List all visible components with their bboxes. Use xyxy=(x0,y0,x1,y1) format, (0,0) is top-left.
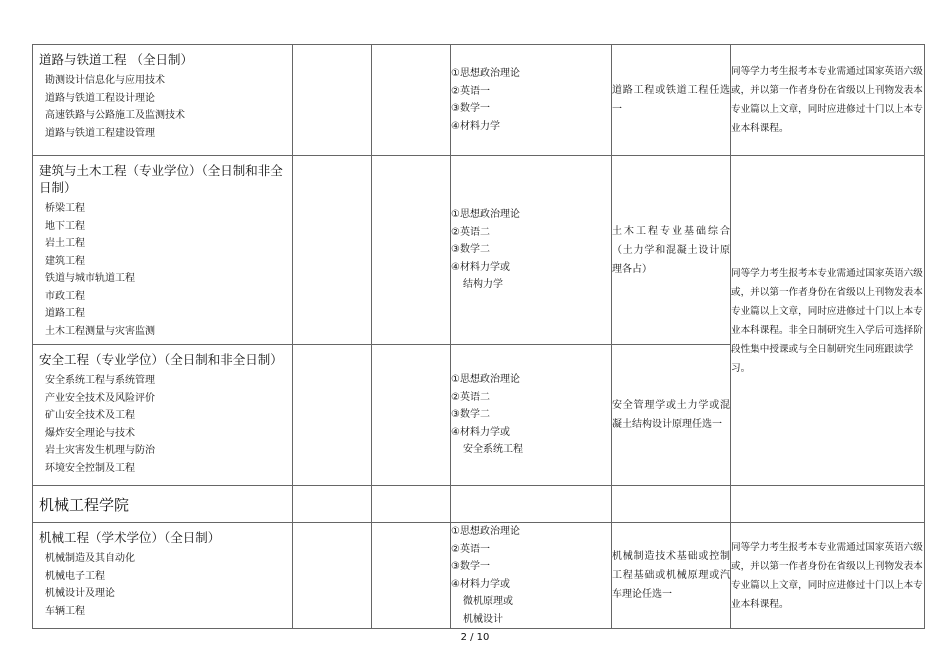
empty-cell xyxy=(293,523,372,629)
exam-subject: ③数学二 xyxy=(451,244,490,256)
resit-subject: 机械制造技术基础或控制工程基础或机械原理或汽车理论任选一 xyxy=(612,523,731,629)
research-direction: 环境安全控制及工程 xyxy=(45,462,135,474)
research-direction: 铁道与城市轨道工程 xyxy=(45,273,135,284)
exam-subject: 机械设计 xyxy=(463,613,503,625)
empty-cell xyxy=(293,345,372,486)
research-direction: 机械电子工程 xyxy=(45,570,105,582)
program-cell xyxy=(33,156,293,345)
research-direction: 道路工程 xyxy=(45,308,85,319)
empty-cell xyxy=(293,45,372,156)
school-heading: 机械工程学院 xyxy=(33,486,293,523)
empty-cell xyxy=(293,156,372,345)
program-title: 安全工程（专业学位）（全日制和非全日制） xyxy=(39,352,283,367)
research-direction: 土木工程测量与灾害监测 xyxy=(45,325,155,337)
research-direction: 机械设计及理论 xyxy=(45,588,115,599)
program-title: 道路与铁道工程 （全日制） xyxy=(39,52,193,67)
research-direction: 建筑工程 xyxy=(45,255,85,267)
resit-subject: 土木工程专业基础综合（土力学和混凝土设计原理各占） xyxy=(612,156,731,345)
exam-subject: ①思想政治理论 xyxy=(451,68,520,79)
exam-subject: ③数学一 xyxy=(451,103,490,114)
page-number: 2 / 10 xyxy=(460,632,490,643)
research-direction: 岩土灾害发生机理与防治 xyxy=(45,445,155,456)
empty-cell xyxy=(451,486,612,523)
research-direction: 桥梁工程 xyxy=(45,203,85,214)
admission-catalog-table xyxy=(32,44,925,629)
research-direction: 爆炸安全理论与技术 xyxy=(45,427,135,439)
empty-cell xyxy=(372,45,451,156)
remark: 同等学力考生报考本专业需通过国家英语六级或，并以第一作者身份在省级以上刊物发表本专业篇以上文章，同时应进修过十门以上本专业本科课程。非全日制研究生入学后可选择阶段性集中授课或与全日制研究生同班跟读学习。 xyxy=(731,156,925,486)
exam-subject: 微机原理或 xyxy=(463,596,513,607)
table-row xyxy=(33,523,925,629)
table-row xyxy=(33,486,925,523)
exam-subject: 安全系统工程 xyxy=(463,444,523,456)
program-title: 机械工程（学术学位）（全日制） xyxy=(39,530,221,545)
research-direction: 矿山安全技术及工程 xyxy=(45,410,135,421)
research-direction: 道路与铁道工程设计理论 xyxy=(45,92,155,104)
research-direction: 产业安全技术及风险评价 xyxy=(45,392,155,404)
empty-cell xyxy=(372,156,451,345)
empty-cell xyxy=(612,486,731,523)
exam-subjects-cell xyxy=(451,345,612,486)
research-direction: 道路与铁道工程建设管理 xyxy=(45,127,155,139)
exam-subject: ④材料力学或 xyxy=(451,261,510,273)
table-row xyxy=(33,45,925,156)
exam-subject: ②英语二 xyxy=(451,226,490,238)
research-direction: 车辆工程 xyxy=(45,605,85,617)
empty-cell xyxy=(372,523,451,629)
exam-subject: ④材料力学 xyxy=(451,120,500,132)
exam-subject: ③数学一 xyxy=(451,561,490,572)
exam-subject: ②英语一 xyxy=(451,85,490,97)
research-direction: 岩土工程 xyxy=(45,238,85,249)
exam-subjects-cell xyxy=(451,156,612,345)
exam-subjects-cell xyxy=(451,523,612,629)
program-cell xyxy=(33,45,293,156)
exam-subject: ③数学二 xyxy=(451,409,490,421)
program-cell xyxy=(33,345,293,486)
exam-subject: ④材料力学或 xyxy=(451,578,510,590)
program-cell xyxy=(33,523,293,629)
research-direction: 勘测设计信息化与应用技术 xyxy=(45,75,165,86)
exam-subject: ①思想政治理论 xyxy=(451,374,520,386)
research-direction: 市政工程 xyxy=(45,290,85,302)
exam-subject: ②英语二 xyxy=(451,391,490,403)
exam-subjects-cell xyxy=(451,45,612,156)
exam-subject: ①思想政治理论 xyxy=(451,209,520,221)
research-direction: 机械制造及其自动化 xyxy=(45,553,135,564)
exam-subject: ④材料力学或 xyxy=(451,426,510,438)
resit-subject: 安全管理学或土力学或混凝土结构设计原理任选一 xyxy=(612,345,731,486)
resit-subject: 道路工程或铁道工程任选一 xyxy=(612,45,731,156)
empty-cell xyxy=(731,486,925,523)
research-direction: 高速铁路与公路施工及监测技术 xyxy=(45,110,185,121)
program-title: 建筑与土木工程（专业学位）（全日制和非全日制） xyxy=(39,163,283,195)
remark: 同等学力考生报考本专业需通过国家英语六级或，并以第一作者身份在省级以上刊物发表本专业篇以上文章，同时应进修过十门以上本专业本科课程。 xyxy=(731,523,925,629)
exam-subject: ①思想政治理论 xyxy=(451,526,520,537)
table-row xyxy=(33,156,925,345)
remark: 同等学力考生报考本专业需通过国家英语六级或，并以第一作者身份在省级以上刊物发表本专业篇以上文章，同时应进修过十门以上本专业本科课程。 xyxy=(731,45,925,156)
research-direction: 地下工程 xyxy=(45,220,85,232)
research-direction: 安全系统工程与系统管理 xyxy=(45,375,155,386)
exam-subject: ②英语一 xyxy=(451,543,490,555)
empty-cell xyxy=(372,486,451,523)
empty-cell xyxy=(293,486,372,523)
empty-cell xyxy=(372,345,451,486)
exam-subject: 结构力学 xyxy=(463,279,503,291)
